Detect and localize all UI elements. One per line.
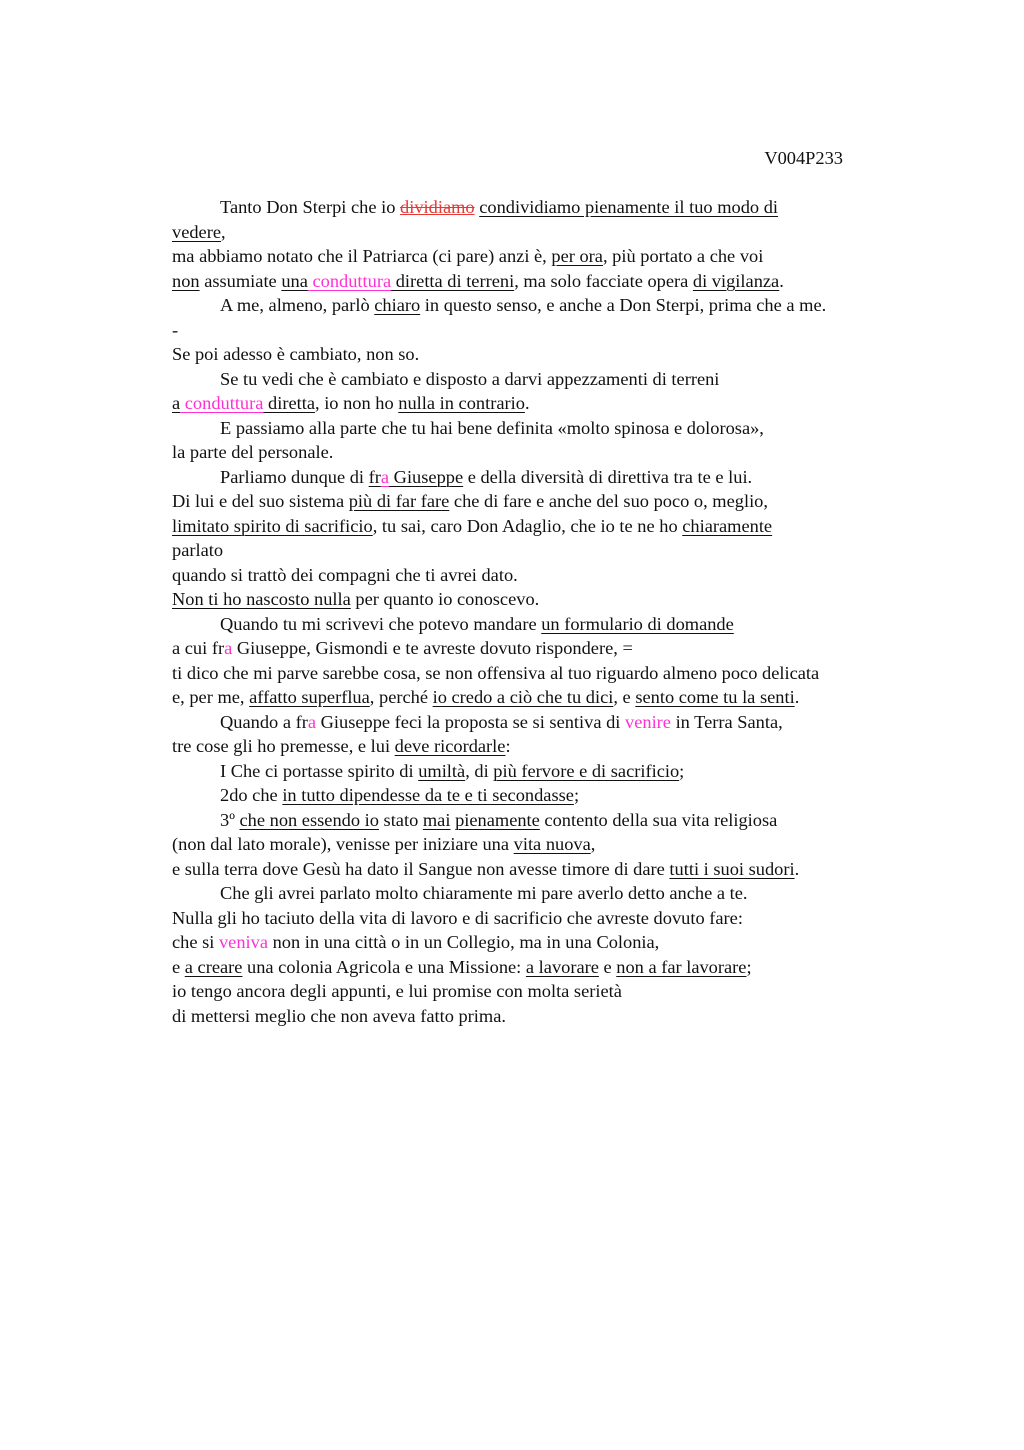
marked-text: a	[380, 466, 390, 487]
marked-text: più di far fare	[348, 491, 450, 511]
letter-body	[172, 195, 912, 1028]
marked-text: un formulario di domande	[541, 613, 734, 634]
text-line	[172, 612, 912, 637]
text-segment: Quando a fr	[220, 711, 308, 732]
text-segment: , di	[465, 760, 494, 781]
text-line	[172, 881, 912, 906]
text-segment: E passiamo alla parte che tu hai bene definita «molto spinosa e dolorosa»,	[220, 417, 764, 438]
text-segment: parlato	[172, 540, 224, 560]
marked-text: di vigilanza	[692, 270, 780, 291]
marked-text: condividiamo pienamente il tuo modo di	[479, 197, 779, 217]
text-line	[172, 489, 912, 514]
text-segment: Se poi adesso è cambiato, non so.	[172, 344, 420, 364]
text-line	[172, 808, 912, 833]
text-segment: a cui fr	[172, 638, 225, 658]
text-segment: Quando tu mi scrivevi che potevo mandare	[220, 613, 542, 634]
text-segment: una colonia Agricola e una Missione:	[242, 956, 526, 977]
marked-text: una	[281, 270, 308, 291]
text-segment: Giuseppe feci la proposta se si sentiva di	[316, 711, 626, 732]
text-segment: e della diversità di direttiva tra te e lui.	[463, 466, 753, 487]
marked-text: vita nuova	[513, 834, 591, 854]
marked-text: umiltà	[418, 760, 466, 781]
text-line	[172, 636, 912, 661]
text-line	[172, 538, 912, 563]
text-segment: per quanto io conoscevo.	[350, 589, 540, 609]
marked-text: affatto superflua	[249, 687, 370, 707]
text-segment: che di fare e anche del suo poco o, meglio,	[449, 491, 768, 511]
text-segment: di mettersi meglio che non aveva fatto prima.	[172, 1005, 506, 1026]
text-segment: tre cose gli ho premesse, e lui	[172, 736, 395, 756]
text-segment: 3º	[220, 809, 240, 830]
text-segment: .	[794, 858, 800, 879]
text-line	[172, 465, 912, 490]
text-segment: Nulla gli ho taciuto della vita di lavoro e di sacrificio che avreste dovuto fare:	[172, 907, 743, 928]
text-line	[172, 685, 912, 710]
text-segment: Tanto Don Sterpi che io	[220, 197, 401, 217]
marked-text: vedere	[172, 221, 222, 242]
marked-text: nulla in contrario	[398, 393, 525, 413]
marked-text: tutti i suoi sudori	[669, 858, 795, 879]
text-segment: -	[172, 319, 179, 340]
text-line	[172, 759, 912, 784]
text-segment: , perché	[369, 687, 433, 707]
text-line	[172, 563, 912, 588]
text-segment: in questo senso, e anche a Don Sterpi, prima che a me.	[420, 295, 827, 315]
text-segment: Di lui e del suo sistema	[172, 491, 349, 511]
text-segment: ,	[221, 221, 226, 242]
marked-text: che non essendo io	[239, 809, 379, 830]
text-line	[172, 293, 912, 318]
text-segment: , ma solo facciate opera	[514, 270, 693, 291]
marked-text: Non ti ho nascosto nulla	[172, 589, 351, 609]
text-segment: I Che ci portasse spirito di	[220, 760, 419, 781]
marked-text: in tutto dipendesse da te e ti secondasse	[282, 785, 574, 805]
text-segment: , e	[613, 687, 636, 707]
text-line	[172, 587, 912, 612]
text-line	[172, 342, 912, 367]
text-line	[172, 391, 912, 416]
marked-text: non a far lavorare	[616, 956, 747, 977]
text-segment: e sulla terra dove Gesù ha dato il Sangue non avesse timore di dare	[172, 858, 670, 879]
text-segment: , più portato a che voi	[602, 246, 764, 266]
marked-text: limitato spirito di sacrificio	[172, 515, 373, 536]
text-segment: .	[524, 393, 530, 413]
text-line	[172, 220, 912, 245]
text-segment: .	[794, 687, 800, 707]
marked-text: a lavorare	[525, 956, 599, 977]
text-line	[172, 318, 912, 343]
text-line	[172, 906, 912, 931]
text-segment: e, per me,	[172, 687, 250, 707]
text-segment: , tu sai, caro Don Adaglio, che io te ne ho	[372, 515, 683, 536]
text-line	[172, 955, 912, 980]
marked-text: per ora	[551, 246, 603, 266]
marked-text: non	[172, 270, 200, 291]
text-line	[172, 930, 912, 955]
text-segment: (non dal lato morale), venisse per iniziare una	[172, 834, 514, 854]
text-segment: contento della sua vita religiosa	[539, 809, 778, 830]
text-segment: quando si trattò dei compagni che ti avrei dato.	[172, 564, 518, 585]
text-line	[172, 367, 912, 392]
text-line	[172, 1004, 912, 1029]
marked-text: a	[172, 393, 181, 413]
text-segment: assumiate	[199, 270, 282, 291]
struck-text: dividiamo	[400, 197, 475, 217]
text-segment: in Terra Santa,	[670, 711, 783, 732]
marked-text: conduttura	[307, 270, 392, 291]
marked-text: a	[224, 638, 233, 658]
text-line	[172, 832, 912, 857]
text-line	[172, 710, 912, 735]
text-line	[172, 734, 912, 759]
text-line	[172, 440, 912, 465]
text-segment: :	[505, 736, 511, 756]
marked-text: a creare	[184, 956, 243, 977]
marked-text: pienamente	[455, 809, 540, 830]
marked-text: più fervore e di sacrificio	[493, 760, 680, 781]
marked-text: io credo a ciò che tu dici	[432, 687, 614, 707]
marked-text: mai	[422, 809, 451, 830]
text-line	[172, 661, 912, 686]
text-segment: Che gli avrei parlato molto chiaramente mi pare averlo detto anche a te.	[220, 883, 748, 903]
marked-text: deve ricordarle	[394, 736, 506, 756]
text-segment: A me, almeno, parlò	[220, 295, 375, 315]
text-segment: ,	[590, 834, 596, 854]
marked-text: Giuseppe	[389, 466, 464, 487]
text-segment: ;	[679, 760, 685, 781]
text-segment: 2do che	[220, 785, 283, 805]
text-segment: la parte del personale.	[172, 442, 334, 462]
marked-text: conduttura	[180, 393, 264, 413]
marked-text: diretta	[263, 393, 315, 413]
text-segment: ;	[746, 956, 752, 977]
text-segment: .	[779, 270, 784, 291]
marked-text: diretta di terreni	[391, 270, 515, 291]
text-segment: che si	[172, 932, 219, 952]
text-line	[172, 979, 912, 1004]
text-segment: Parliamo dunque di	[220, 466, 369, 487]
text-line	[172, 783, 912, 808]
marked-text: chiaramente	[682, 515, 773, 536]
text-segment: ti dico che mi parve sarebbe cosa, se non offensiva al tuo riguardo almeno poco delicata	[172, 662, 820, 683]
marked-text: a	[307, 711, 317, 732]
text-line	[172, 244, 912, 269]
text-segment: Giuseppe, Gismondi e te avreste dovuto rispondere, =	[232, 638, 633, 658]
text-line	[172, 269, 912, 294]
marked-text: veniva	[218, 932, 269, 952]
marked-text: chiaro	[374, 295, 421, 315]
text-segment: ma abbiamo notato che il Patriarca (ci pare) anzi è,	[172, 246, 552, 266]
text-segment: stato	[378, 809, 423, 830]
text-line	[172, 195, 912, 220]
text-segment: , io non ho	[315, 393, 399, 413]
marked-text: sento come tu la senti	[635, 687, 795, 707]
marked-text: venire	[625, 711, 671, 732]
text-segment: e	[172, 956, 185, 977]
page-reference-code: V004P233	[764, 148, 843, 168]
text-segment: io tengo ancora degli appunti, e lui promise con molta serietà	[172, 981, 622, 1001]
text-line	[172, 514, 912, 539]
text-line	[172, 416, 912, 441]
text-segment: non in una città o in un Collegio, ma in una Colonia,	[268, 932, 660, 952]
marked-text: fr	[368, 466, 381, 487]
text-segment: Se tu vedi che è cambiato e disposto a darvi appezzamenti di terreni	[220, 368, 720, 389]
text-segment: e	[598, 956, 617, 977]
text-segment: ;	[573, 785, 580, 805]
text-line	[172, 857, 912, 882]
